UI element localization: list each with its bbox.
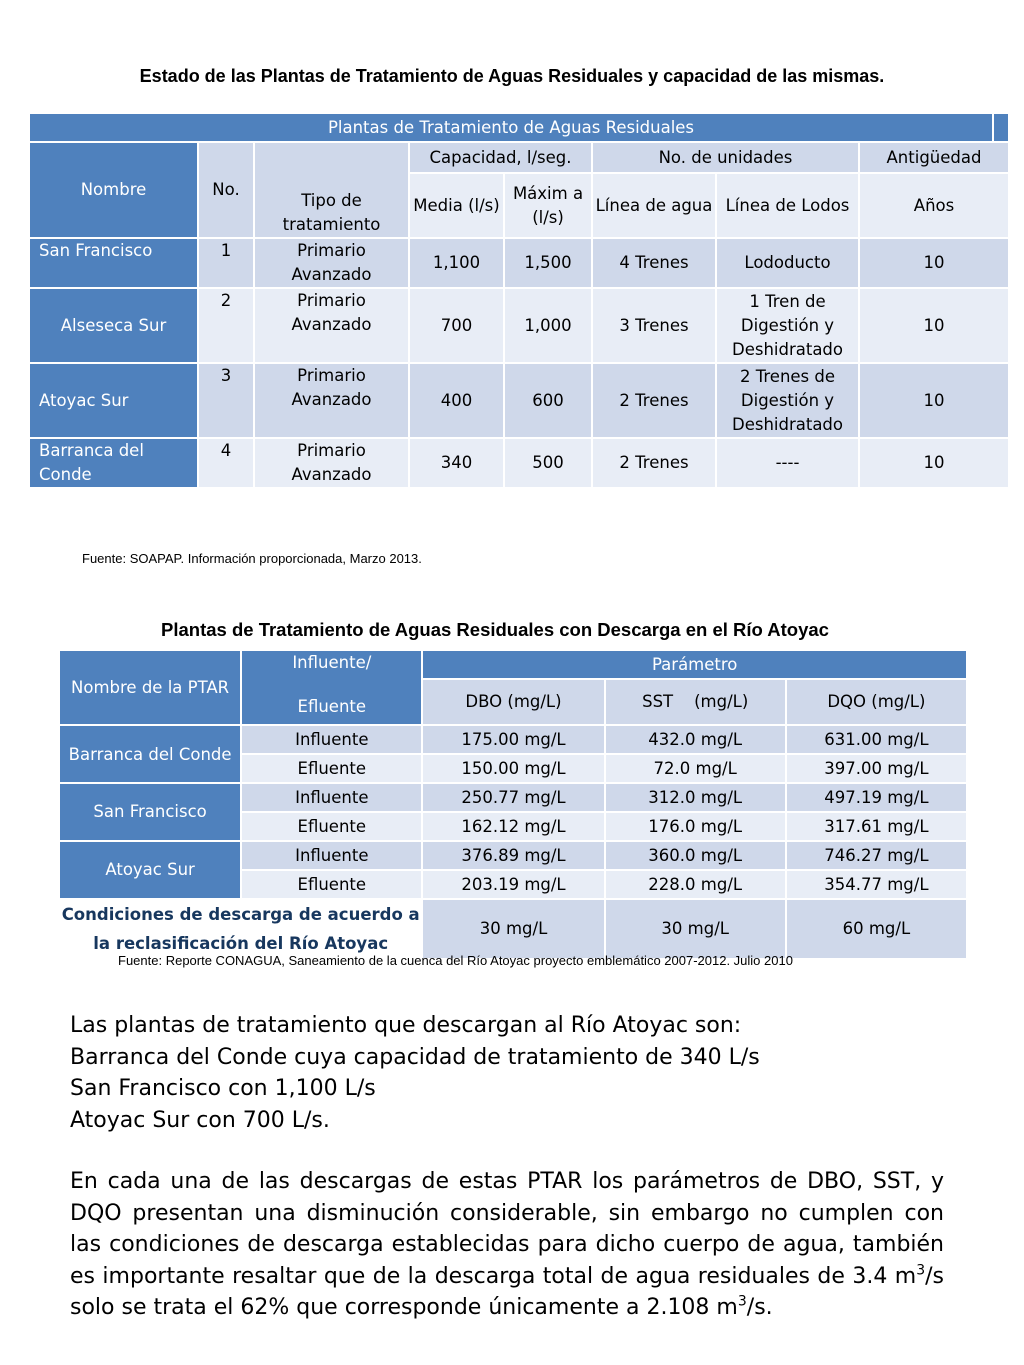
plant-maxima: 1,500	[505, 239, 591, 287]
table-row	[60, 726, 966, 753]
summary-line: Atoyac Sur con 700 L/s.	[70, 1107, 330, 1133]
header-ptar: Nombre de la PTAR	[60, 651, 240, 724]
dqo-value: 317.61 mg/L	[787, 813, 966, 840]
conditions-dqo: 60 mg/L	[787, 900, 966, 958]
summary-line: Barranca del Conde cuya capacidad de tratamiento de 340 L/s	[70, 1044, 760, 1070]
header-efluente-line: Efluente	[297, 697, 367, 716]
plant-maxima: 1,000	[505, 289, 591, 362]
header-media: Media (l/s)	[410, 174, 503, 237]
superscript-3: 3	[737, 1293, 747, 1310]
dqo-value: 354.77 mg/L	[787, 871, 966, 898]
wwtp-capacity-table	[28, 112, 1010, 489]
plant-name: Barranca del Conde	[30, 439, 197, 487]
flow-label: Efluente	[242, 813, 421, 840]
plant-name: Alseseca Sur	[30, 289, 197, 362]
document-title: Estado de las Plantas de Tratamiento de Aguas Residuales y capacidad de las mismas.	[139, 66, 885, 86]
plant-linea-agua: 4 Trenes	[593, 239, 715, 287]
header-nombre: Nombre	[30, 143, 197, 237]
sst-value: 360.0 mg/L	[606, 842, 785, 869]
plant-anos: 10	[860, 364, 1008, 437]
header-no: No.	[199, 143, 253, 237]
table-row	[30, 364, 1008, 437]
conditions-dbo: 30 mg/L	[423, 900, 603, 958]
source-note-1: Fuente: SOAPAP. Información proporcionada, Marzo 2013.	[82, 551, 422, 566]
plant-no: 2	[199, 289, 253, 362]
header-linea-lodos: Línea de Lodos	[717, 174, 858, 237]
plant-linea-lodos: 1 Tren de Digestión y Deshidratado	[717, 289, 858, 362]
flow-label: Influente	[242, 842, 421, 869]
plant-linea-lodos: Lododucto	[717, 239, 858, 287]
header-dbo: DBO (mg/L)	[423, 680, 603, 724]
dqo-value: 746.27 mg/L	[787, 842, 966, 869]
sst-value: 176.0 mg/L	[606, 813, 785, 840]
plant-no: 1	[199, 239, 253, 287]
dbo-value: 376.89 mg/L	[423, 842, 603, 869]
dbo-value: 162.12 mg/L	[423, 813, 603, 840]
table1-caption-spacer	[994, 114, 1008, 141]
plant-maxima: 500	[505, 439, 591, 487]
summary-line: San Francisco con 1,100 L/s	[70, 1076, 376, 1101]
plant-linea-agua: 3 Trenes	[593, 289, 715, 362]
plant-tipo: Primario Avanzado	[255, 289, 408, 362]
plant-media: 1,100	[410, 239, 503, 287]
plant-name: San Francisco	[30, 239, 197, 287]
plant-linea-agua: 2 Trenes	[593, 439, 715, 487]
conclusion-text-c: /s.	[746, 1295, 773, 1320]
header-dqo: DQO (mg/L)	[787, 680, 966, 724]
summary-line: Las plantas de tratamiento que descargan al Río Atoyac son:	[70, 1013, 742, 1038]
header-influente-line: Influente/	[292, 653, 372, 672]
discharge-parameters-table	[58, 649, 968, 960]
plant-tipo: Primario Avanzado	[255, 439, 408, 487]
table-row	[30, 289, 1008, 362]
dqo-value: 497.19 mg/L	[787, 784, 966, 811]
conditions-label: Condiciones de descarga de acuerdo a la reclasificación del Río Atoyac	[60, 900, 421, 958]
header-antiguedad: Antigüedad	[860, 143, 1008, 172]
plant-linea-lodos: 2 Trenes de Digestión y Deshidratado	[717, 364, 858, 437]
table-row	[30, 239, 1008, 287]
ptar-name: Barranca del Conde	[60, 726, 240, 782]
section-title: Plantas de Tratamiento de Aguas Residuales con Descarga en el Río Atoyac	[161, 619, 829, 640]
plant-media: 400	[410, 364, 503, 437]
sst-value: 312.0 mg/L	[606, 784, 785, 811]
sst-value: 72.0 mg/L	[606, 755, 785, 782]
flow-label: Influente	[242, 726, 421, 753]
dqo-value: 397.00 mg/L	[787, 755, 966, 782]
dbo-value: 250.77 mg/L	[423, 784, 603, 811]
header-parametro: Parámetro	[423, 651, 966, 678]
plant-linea-lodos: ----	[717, 439, 858, 487]
plant-tipo: Primario Avanzado	[255, 364, 408, 437]
plant-tipo: Primario Avanzado	[255, 239, 408, 287]
plant-linea-agua: 2 Trenes	[593, 364, 715, 437]
plant-anos: 10	[860, 439, 1008, 487]
conclusion-paragraph	[70, 1166, 944, 1324]
table-row	[60, 784, 966, 811]
plant-maxima: 600	[505, 364, 591, 437]
summary-paragraph	[70, 1010, 944, 1136]
table-row	[60, 842, 966, 869]
flow-label: Influente	[242, 784, 421, 811]
sst-value: 432.0 mg/L	[606, 726, 785, 753]
header-capacidad: Capacidad, l/seg.	[410, 143, 591, 172]
plant-anos: 10	[860, 289, 1008, 362]
dbo-value: 150.00 mg/L	[423, 755, 603, 782]
source-note-2: Fuente: Reporte CONAGUA, Saneamiento de la cuenca del Río Atoyac proyecto emblemático 2007-2012. Julio 2010	[118, 953, 793, 968]
ptar-name: Atoyac Sur	[60, 842, 240, 898]
plant-name: Atoyac Sur	[30, 364, 197, 437]
header-sst: SST (mg/L)	[606, 680, 785, 724]
header-influente-efluente	[242, 651, 421, 724]
header-tipo: Tipo de tratamiento	[255, 143, 408, 237]
plant-no: 3	[199, 364, 253, 437]
plant-anos: 10	[860, 239, 1008, 287]
conclusion-text-b: /s solo se trata el 62% que corresponde únicamente a 2.108 m	[70, 1263, 944, 1320]
table1-caption: Plantas de Tratamiento de Aguas Residuales	[30, 114, 992, 141]
dbo-value: 175.00 mg/L	[423, 726, 603, 753]
plant-media: 700	[410, 289, 503, 362]
header-maxima: Máxim a (l/s)	[505, 174, 591, 237]
dbo-value: 203.19 mg/L	[423, 871, 603, 898]
conditions-sst: 30 mg/L	[606, 900, 785, 958]
flow-label: Efluente	[242, 755, 421, 782]
header-unidades: No. de unidades	[593, 143, 858, 172]
table-row	[60, 900, 966, 958]
sst-value: 228.0 mg/L	[606, 871, 785, 898]
plant-media: 340	[410, 439, 503, 487]
header-anos: Años	[860, 174, 1008, 237]
conclusion-text-a: En cada una de las descargas de estas PTAR los parámetros de DBO, SST, y DQO presentan una disminución considerable, sin embargo no cumplen con las condiciones de descarga establecidas para dicho cuerpo de agua, también es importante resaltar que de la descarga total de agua residuales de 3.4 m	[70, 1169, 944, 1289]
flow-label: Efluente	[242, 871, 421, 898]
table-row	[30, 439, 1008, 487]
header-linea-agua: Línea de agua	[593, 174, 715, 237]
ptar-name: San Francisco	[60, 784, 240, 840]
superscript-3: 3	[916, 1262, 926, 1279]
dqo-value: 631.00 mg/L	[787, 726, 966, 753]
plant-no: 4	[199, 439, 253, 487]
